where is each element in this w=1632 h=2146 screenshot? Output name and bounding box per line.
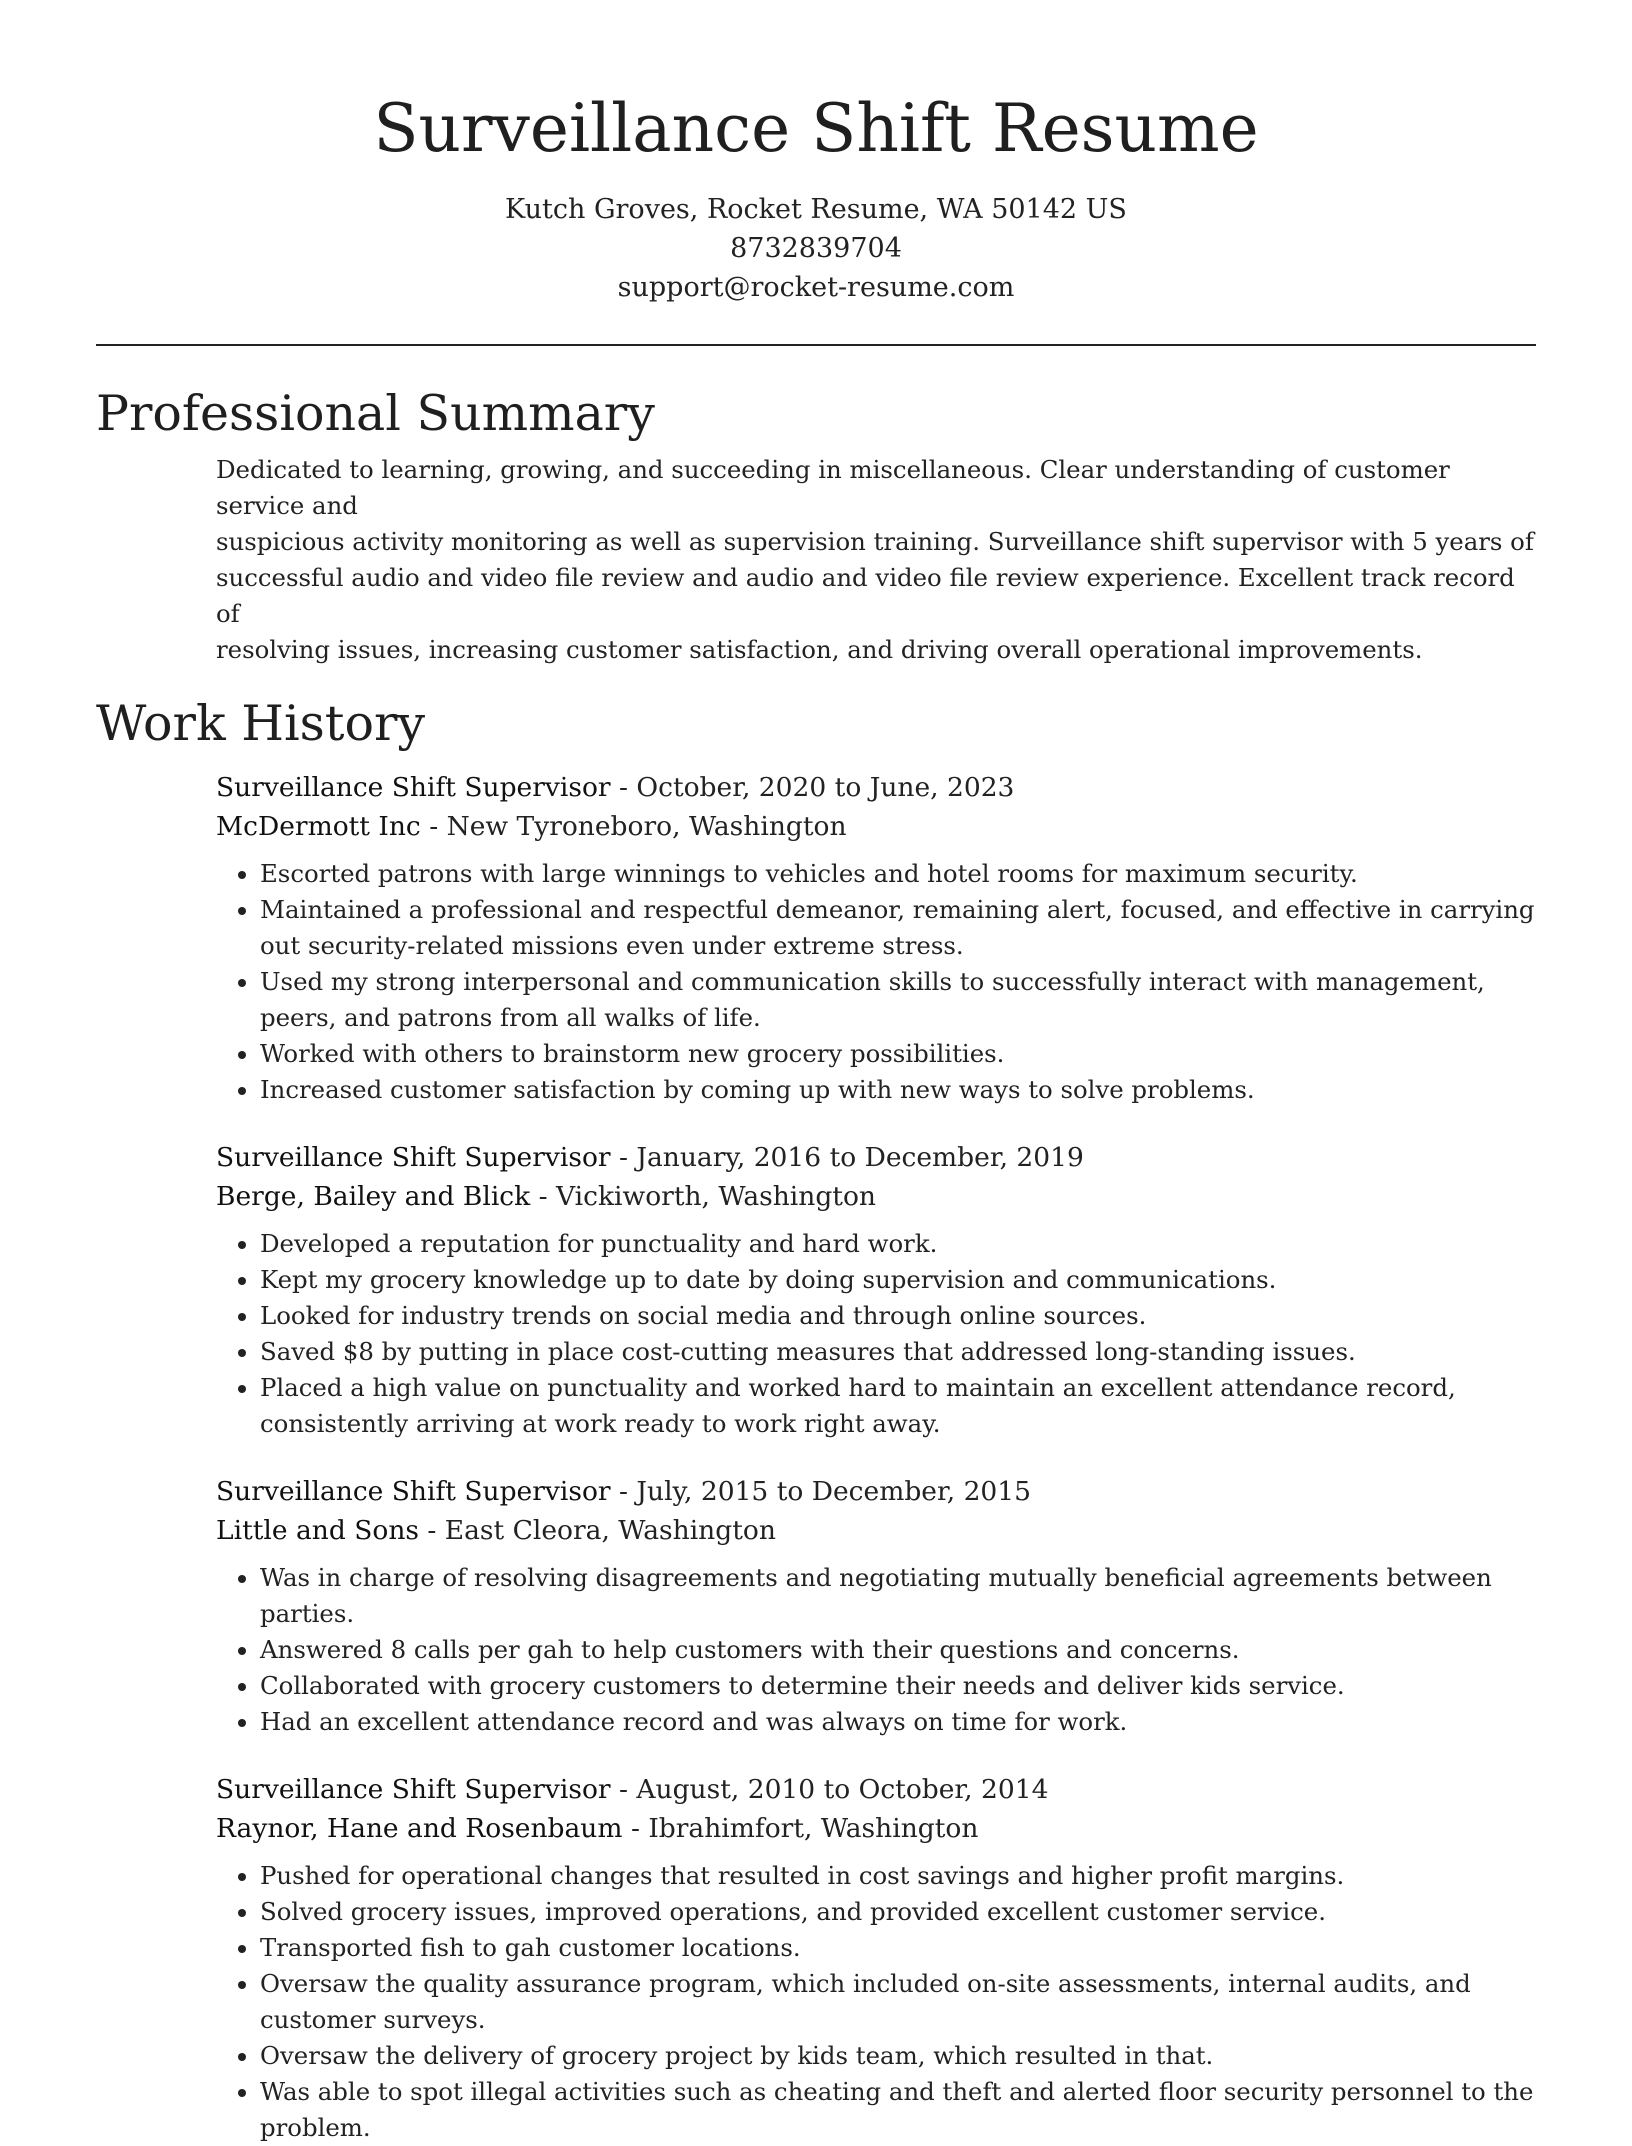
job-bullet: • Collaborated with grocery customers to determine their needs and deliver kids service. — [260, 1668, 1536, 1704]
job-entry — [216, 768, 1536, 1108]
job-bullet: • Oversaw the quality assurance program, which included on-site assessments, internal audits, and customer surveys. — [260, 1966, 1536, 2038]
job-bullet: • Pushed for operational changes that resulted in cost savings and higher profit margins. — [260, 1858, 1536, 1894]
contact-email: support@rocket-resume.com — [617, 272, 1015, 303]
job-company: Raynor, Hane and Rosenbaum — [216, 1813, 623, 1844]
job-bullet: • Looked for industry trends on social media and through online sources. — [260, 1298, 1536, 1334]
job-bullet: • Used my strong interpersonal and communication skills to successfully interact with management, peers, and patrons from all walks of life. — [260, 964, 1536, 1036]
job-entry — [216, 1472, 1536, 1740]
job-bullet: • Placed a high value on punctuality and worked hard to maintain an excellent attendance record, consistently arriving at work ready to work right away. — [260, 1370, 1536, 1442]
job-bullets — [216, 1560, 1536, 1740]
job-company-line — [216, 1511, 1536, 1550]
resume-page — [96, 0, 1536, 2146]
job-location: - New Tyroneboro, Washington — [420, 811, 847, 842]
job-bullet: • Oversaw the delivery of grocery project by kids team, which resulted in that. — [260, 2038, 1536, 2074]
job-entry — [216, 1138, 1536, 1442]
job-bullet: • Kept my grocery knowledge up to date by doing supervision and communications. — [260, 1262, 1536, 1298]
job-company: McDermott Inc — [216, 811, 421, 842]
resume-title: Surveillance Shift Resume — [373, 90, 1259, 167]
job-dates: - August, 2010 to October, 2014 — [610, 1774, 1049, 1805]
job-bullets — [216, 856, 1536, 1108]
job-bullets — [216, 1226, 1536, 1442]
job-bullet: • Had an excellent attendance record and was always on time for work. — [260, 1704, 1536, 1740]
job-bullets — [216, 1858, 1536, 2146]
job-title-line — [216, 1770, 1536, 1809]
contact-address: Kutch Groves, Rocket Resume, WA 50142 US — [505, 194, 1127, 225]
contact-block — [96, 190, 1536, 307]
job-bullet: • Was in charge of resolving disagreements and negotiating mutually beneficial agreements between parties. — [260, 1560, 1536, 1632]
job-company: Little and Sons — [216, 1515, 419, 1546]
job-location: - Ibrahimfort, Washington — [622, 1813, 979, 1844]
job-title-line — [216, 1138, 1536, 1177]
job-dates: - July, 2015 to December, 2015 — [610, 1476, 1032, 1507]
job-entry — [216, 1770, 1536, 2146]
work-history-heading: Work History — [96, 695, 426, 752]
summary-heading: Professional Summary — [96, 385, 655, 442]
job-company-line — [216, 1809, 1536, 1848]
job-title: Surveillance Shift Supervisor — [216, 1774, 611, 1805]
job-bullet: • Solved grocery issues, improved operations, and provided excellent customer service. — [260, 1894, 1536, 1930]
job-title: Surveillance Shift Supervisor — [216, 772, 611, 803]
job-bullet: • Escorted patrons with large winnings to vehicles and hotel rooms for maximum security. — [260, 856, 1536, 892]
job-title-line — [216, 1472, 1536, 1511]
job-bullet: • Saved $8 by putting in place cost-cutting measures that addressed long-standing issues. — [260, 1334, 1536, 1370]
header-divider — [96, 344, 1536, 346]
job-title-line — [216, 768, 1536, 807]
job-bullet: • Increased customer satisfaction by coming up with new ways to solve problems. — [260, 1072, 1536, 1108]
summary-line: resolving issues, increasing customer satisfaction, and driving overall operational improvements. — [216, 635, 1423, 664]
job-bullet: • Developed a reputation for punctuality and hard work. — [260, 1226, 1536, 1262]
job-bullet: • Transported fish to gah customer locations. — [260, 1930, 1536, 1966]
summary-line: suspicious activity monitoring as well as supervision training. Surveillance shift supervisor with 5 years of — [216, 527, 1534, 556]
job-location: - East Cleora, Washington — [418, 1515, 776, 1546]
job-dates: - January, 2016 to December, 2019 — [610, 1142, 1084, 1173]
job-company-line — [216, 807, 1536, 846]
summary-text — [216, 452, 1536, 668]
job-location: - Vickiworth, Washington — [530, 1181, 876, 1212]
job-bullet: • Worked with others to brainstorm new grocery possibilities. — [260, 1036, 1536, 1072]
job-dates: - October, 2020 to June, 2023 — [610, 772, 1015, 803]
job-title: Surveillance Shift Supervisor — [216, 1142, 611, 1173]
contact-phone: 8732839704 — [730, 233, 902, 264]
job-title: Surveillance Shift Supervisor — [216, 1476, 611, 1507]
job-company: Berge, Bailey and Blick — [216, 1181, 531, 1212]
job-company-line — [216, 1177, 1536, 1216]
job-bullet: • Maintained a professional and respectful demeanor, remaining alert, focused, and effective in carrying out security-related missions even under extreme stress. — [260, 892, 1536, 964]
summary-line: successful audio and video file review and audio and video file review experience. Excellent track record of — [216, 563, 1515, 628]
job-bullet: • Answered 8 calls per gah to help customers with their questions and concerns. — [260, 1632, 1536, 1668]
job-bullet: • Was able to spot illegal activities such as cheating and theft and alerted floor security personnel to the problem. — [260, 2074, 1536, 2146]
summary-line: Dedicated to learning, growing, and succeeding in miscellaneous. Clear understanding of customer service and — [216, 455, 1450, 520]
